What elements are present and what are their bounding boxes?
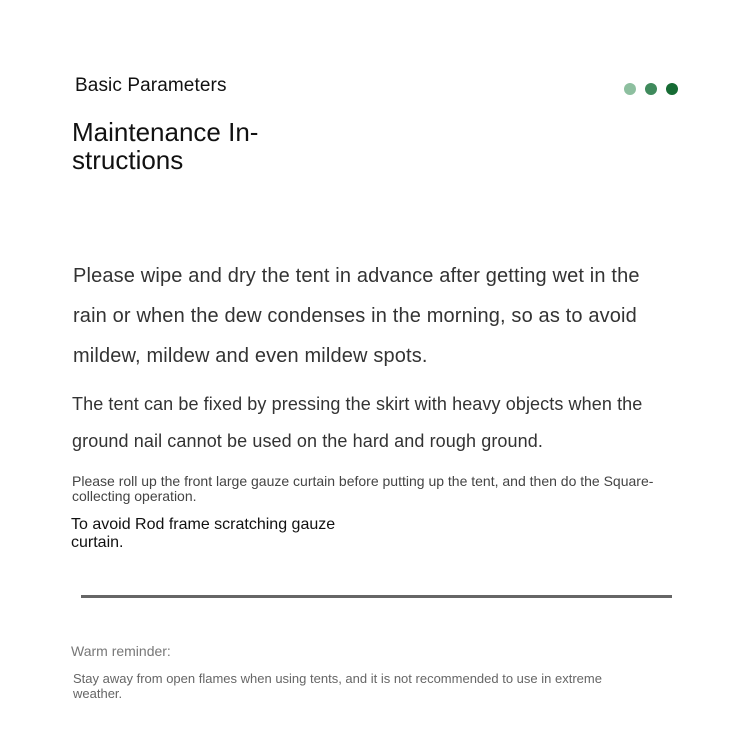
instruction-paragraph-2: The tent can be fixed by pressing the skirt with heavy objects when the ground nail cannot be used on the hard and rough ground. — [72, 394, 643, 451]
reminder-text: Stay away from open flames when using tents, and it is not recommended to use in extreme weather. — [73, 671, 602, 701]
page-title — [72, 118, 292, 174]
dot-light — [624, 83, 636, 95]
divider — [81, 595, 672, 598]
section-label: Basic Parameters — [75, 75, 227, 96]
reminder-label: Warm reminder: — [71, 643, 171, 659]
page-title-line-2: structions — [72, 145, 184, 175]
decorative-dots — [624, 83, 678, 95]
page-title-line-1: Maintenance In- — [72, 117, 259, 147]
dot-medium — [645, 83, 657, 95]
dot-dark — [666, 83, 678, 95]
instruction-paragraph-3: Please roll up the front large gauze curtain before putting up the tent, and then do the Square-collecting operation. — [72, 473, 654, 504]
instruction-paragraph-4: To avoid Rod frame scratching gauze curtain. — [71, 516, 336, 551]
instruction-paragraph-1: Please wipe and dry the tent in advance after getting wet in the rain or when the dew condenses in the morning, so as to avoid mildew, mildew and even mildew spots. — [73, 265, 640, 367]
